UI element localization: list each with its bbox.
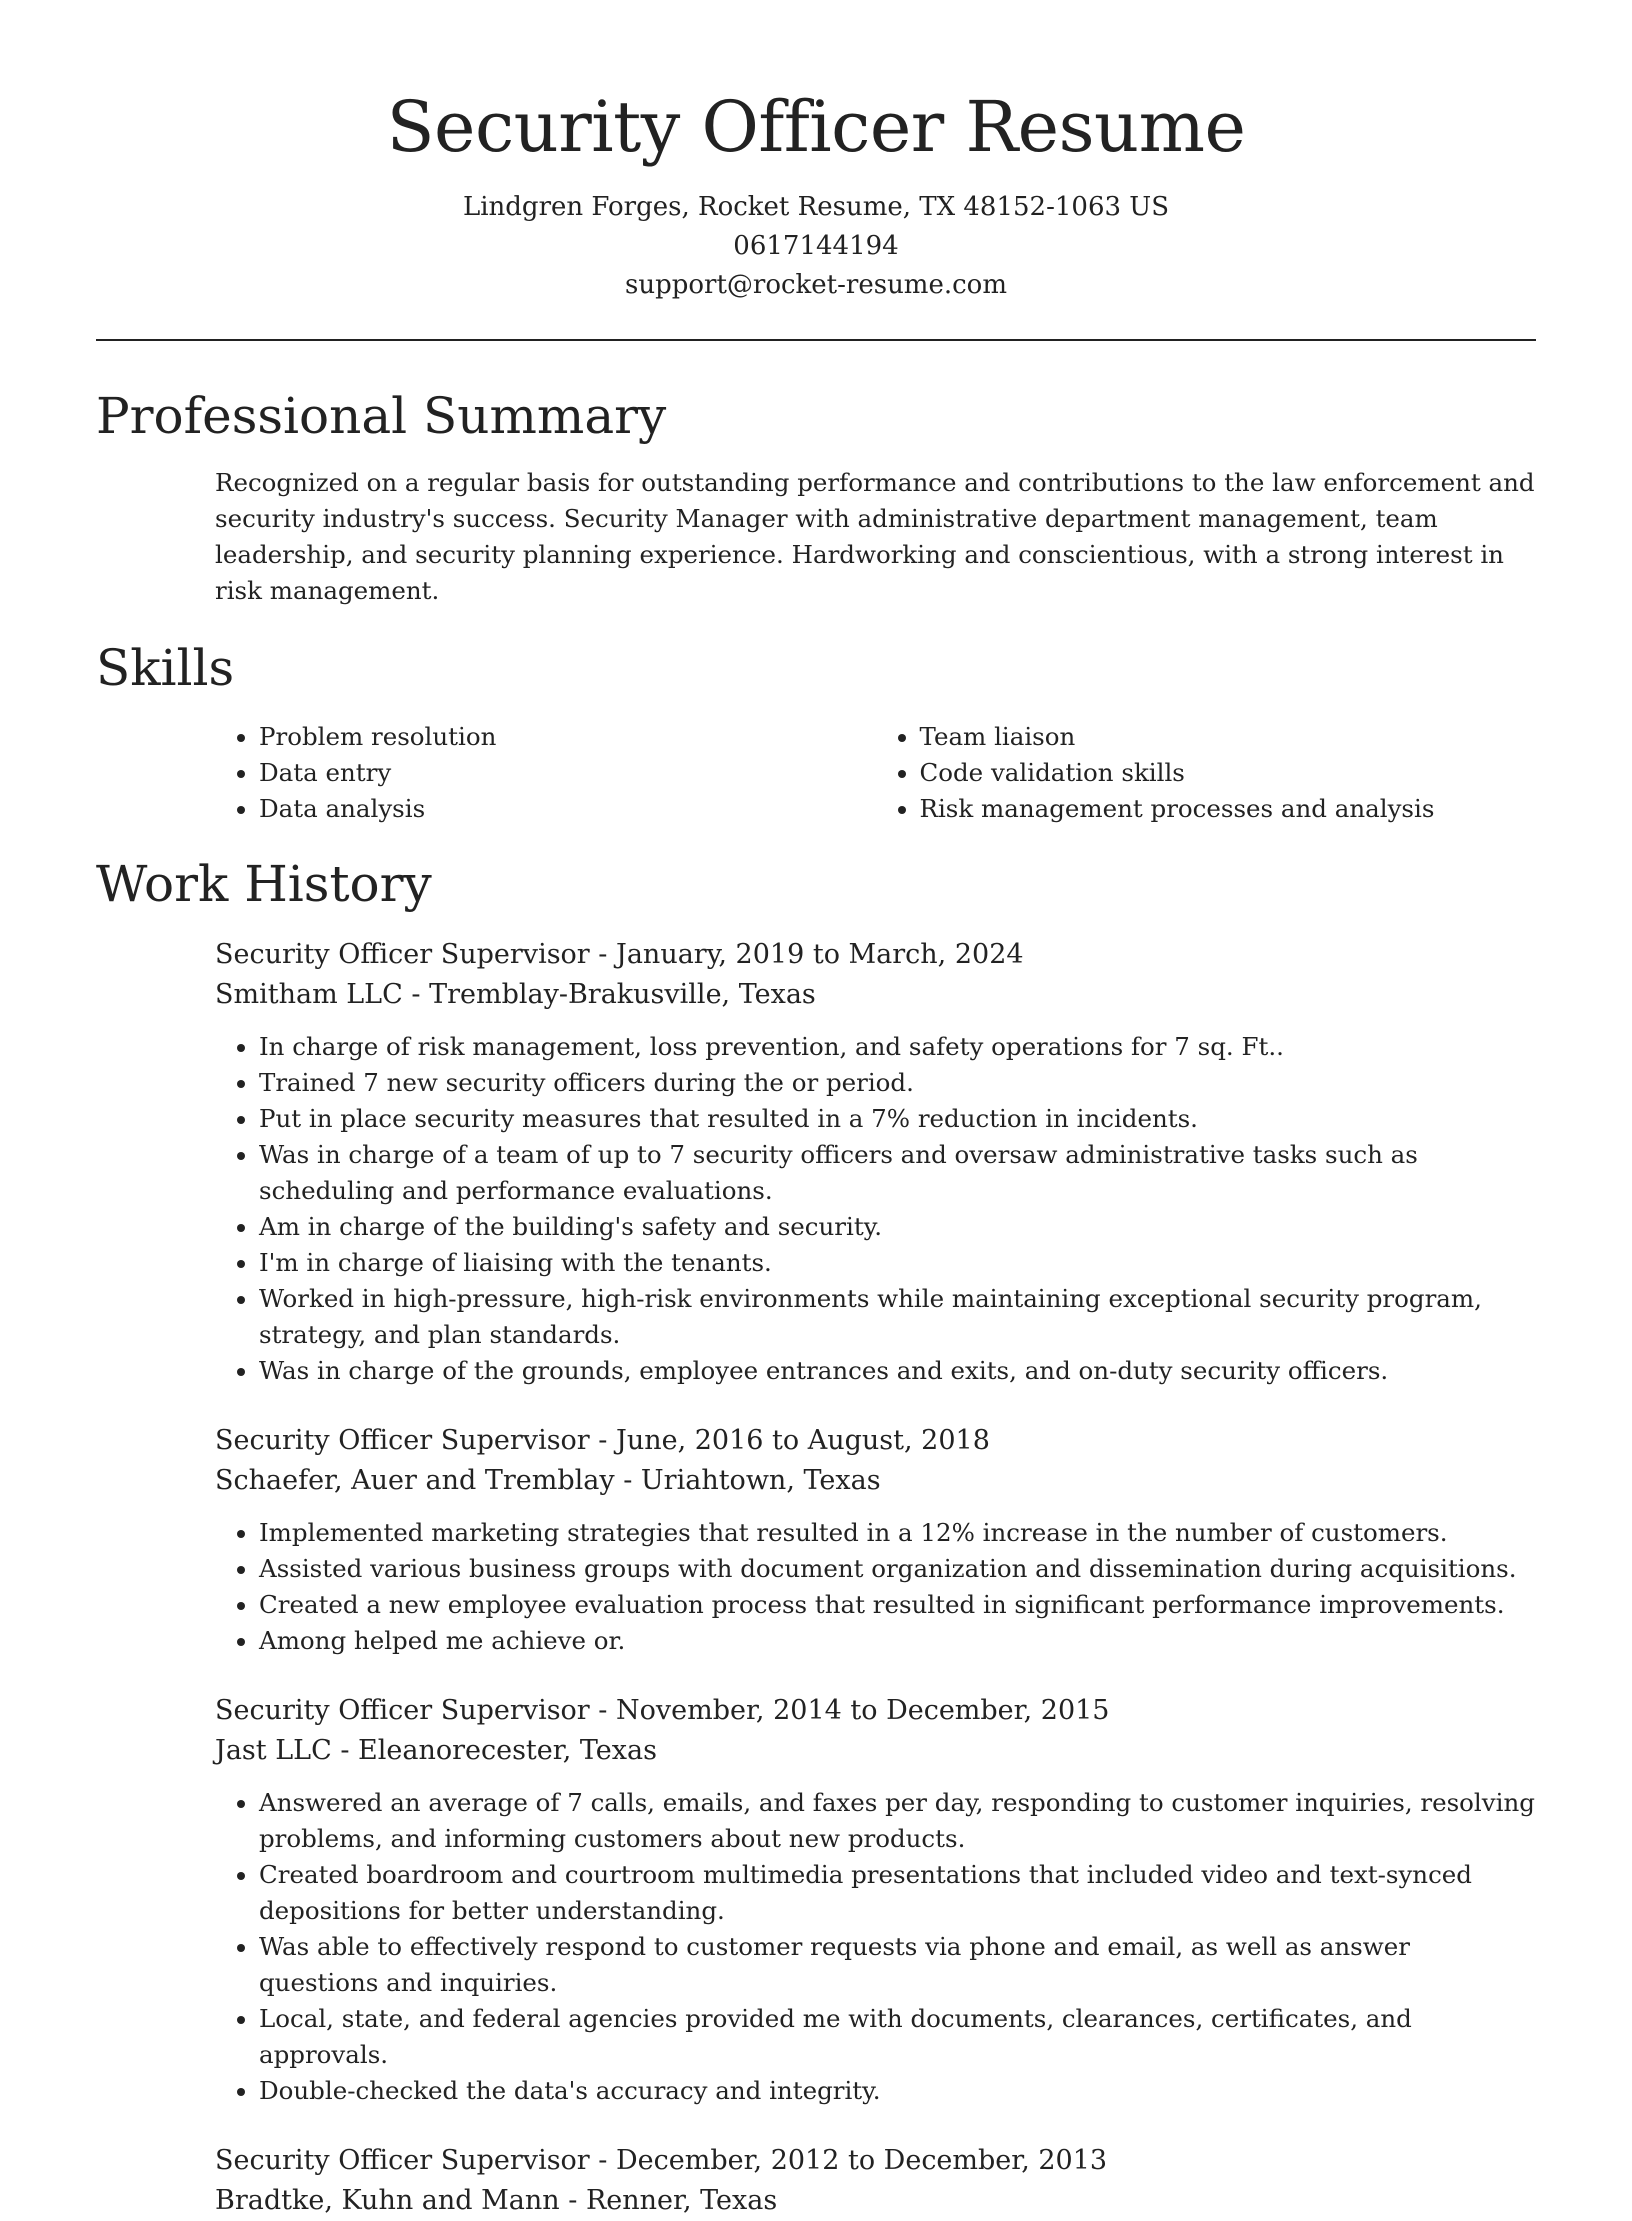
job-bullet: • Created boardroom and courtroom multimedia presentations that included video and text-synced depositions for better understanding. — [259, 1857, 1536, 1929]
summary-heading: Professional Summary — [96, 387, 667, 445]
job-title-line — [215, 2141, 1536, 2181]
skill-item: • Data analysis — [259, 791, 876, 827]
job-bullets — [215, 1515, 1536, 1659]
resume-header — [0, 0, 1632, 305]
job-bullet: • Implemented marketing strategies that resulted in a 12% increase in the number of customers. — [259, 1515, 1536, 1551]
job-bullet: • Double-checked the data's accuracy and integrity. — [259, 2073, 1536, 2109]
job-title: Security Officer Supervisor — [215, 1425, 590, 1456]
job-bullet: • Was in charge of the grounds, employee entrances and exits, and on-duty security officers. — [259, 1353, 1536, 1389]
skill-item: • Problem resolution — [259, 719, 876, 755]
skills-column-right — [876, 719, 1537, 827]
job-entry — [215, 2141, 1536, 2221]
job-bullet: • Created a new employee evaluation process that resulted in significant performance improvements. — [259, 1587, 1536, 1623]
skill-item: • Risk management processes and analysis — [920, 791, 1537, 827]
job-bullet: • I'm in charge of liaising with the tenants. — [259, 1245, 1536, 1281]
skills-list — [215, 719, 1536, 827]
job-bullet: • Was able to effectively respond to customer requests via phone and email, as well as answer questions and inquiries. — [259, 1929, 1536, 2001]
job-dates: - January, 2019 to March, 2024 — [589, 939, 1024, 970]
job-company-line — [215, 1461, 1536, 1501]
skill-item: • Code validation skills — [920, 755, 1537, 791]
summary-text: Recognized on a regular basis for outstanding performance and contributions to the law enforcement and security industry's success. Security Manager with administrative department management, team leadership, and security planning experience. Hardworking and conscientious, with a strong interest in risk management. — [215, 468, 1535, 605]
resume-title: Security Officer Resume — [386, 86, 1246, 168]
job-location: - Uriahtown, Texas — [614, 1465, 881, 1496]
job-bullet: • Local, state, and federal agencies provided me with documents, clearances, certificates, and approvals. — [259, 2001, 1536, 2073]
job-company-line — [215, 2181, 1536, 2221]
skill-item: • Team liaison — [920, 719, 1537, 755]
job-bullet: • Put in place security measures that resulted in a 7% reduction in incidents. — [259, 1101, 1536, 1137]
contact-email: support@rocket-resume.com — [624, 270, 1007, 300]
job-bullet: • Was in charge of a team of up to 7 security officers and oversaw administrative tasks such as scheduling and performance evaluations. — [259, 1137, 1536, 1209]
contact-block — [0, 188, 1632, 305]
job-title-line — [215, 935, 1536, 975]
job-company: Bradtke, Kuhn and Mann — [215, 2185, 560, 2216]
job-company: Smitham LLC — [215, 979, 403, 1010]
job-bullets — [215, 1029, 1536, 1389]
job-company-line — [215, 975, 1536, 1015]
header-divider — [96, 339, 1536, 341]
job-company: Schaefer, Auer and Tremblay — [215, 1465, 615, 1496]
job-entry — [215, 935, 1536, 1389]
contact-address: Lindgren Forges, Rocket Resume, TX 48152-1063 US — [462, 192, 1170, 222]
job-dates: - June, 2016 to August, 2018 — [589, 1425, 990, 1456]
job-title: Security Officer Supervisor — [215, 939, 590, 970]
skills-column-left — [215, 719, 876, 827]
job-bullet: • Assisted various business groups with document organization and dissemination during acquisitions. — [259, 1551, 1536, 1587]
job-bullet: • Am in charge of the building's safety and security. — [259, 1209, 1536, 1245]
job-dates: - November, 2014 to December, 2015 — [589, 1695, 1110, 1726]
job-entry — [215, 1691, 1536, 2109]
job-title-line — [215, 1691, 1536, 1731]
job-bullet: • In charge of risk management, loss prevention, and safety operations for 7 sq. Ft.. — [259, 1029, 1536, 1065]
job-location: - Eleanorecester, Texas — [331, 1735, 657, 1766]
job-bullet: • Trained 7 new security officers during the or period. — [259, 1065, 1536, 1101]
job-bullet: • Among helped me achieve or. — [259, 1623, 1536, 1659]
job-title: Security Officer Supervisor — [215, 1695, 590, 1726]
work-history-heading: Work History — [96, 855, 432, 913]
job-company: Jast LLC — [215, 1735, 332, 1766]
job-title: Security Officer Supervisor — [215, 2145, 590, 2176]
skill-item: • Data entry — [259, 755, 876, 791]
job-company-line — [215, 1731, 1536, 1771]
job-entry — [215, 1421, 1536, 1659]
job-location: - Tremblay-Brakusville, Texas — [402, 979, 816, 1010]
job-bullet: • Answered an average of 7 calls, emails, and faxes per day, responding to customer inquiries, resolving problems, and informing customers about new products. — [259, 1785, 1536, 1857]
job-title-line — [215, 1421, 1536, 1461]
job-bullet: • Worked in high-pressure, high-risk environments while maintaining exceptional security program, strategy, and plan standards. — [259, 1281, 1536, 1353]
job-dates: - December, 2012 to December, 2013 — [589, 2145, 1108, 2176]
job-location: - Renner, Texas — [559, 2185, 778, 2216]
contact-phone: 0617144194 — [733, 231, 899, 261]
job-bullets — [215, 1785, 1536, 2109]
skills-heading: Skills — [96, 639, 235, 697]
